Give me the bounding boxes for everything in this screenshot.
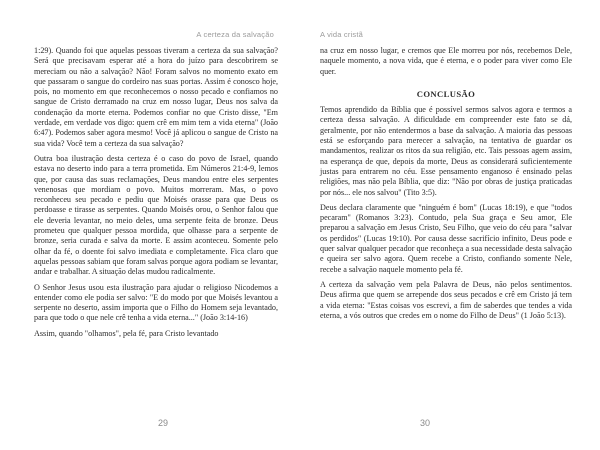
section-heading: CONCLUSÃO [416,88,476,99]
paragraph: na cruz em nosso lugar, e cremos que Ele morreu por nós, recebemos Dele, naquele momento, a nova vida, que é eterna, e o poder para viver como Ele quer. [320,46,572,76]
paragraph: Assim, quando "olhamos", pela fé, para Cristo levantado [34,328,219,338]
paragraph: O Senhor Jesus usou esta ilustração para ajudar o religioso Nicodemos a entender como ele podia ser salvo: "E do modo por que Moisés levantou a serpente no deserto, assim importa que o Filho do Homem seja levantado, para que todo o que nele crê tenha a vida eterna..." (João 3:14-16) [34,282,278,323]
paragraph: 1:29). Quando foi que aquelas pessoas tiveram a certeza da sua salvação? Será que precisavam esperar até a hora do juízo para descobrirem se mereciam ou não a salvação? Não! Foram salvos no momento exato em que passaram o sangue do cordeiro nas suas portas. Assim é conosco hoje, pois, no momento em que reconhecemos o nosso pecado e confiamos no sangue de Cristo derramado na cruz em nosso lugar, Deus nos salva da condenação da morte eterna. Podemos confiar no que Cristo disse, "Em verdade, em verdade vos digo: quem crê em mim tem a vida eterna" (João 6:47). Podemos saber agora mesmo! Você já aplicou o sangue de Cristo na sua vida? Você tem a certeza da sua salvação? [34,46,278,148]
paragraph: Temos aprendido da Bíblia que é possível sermos salvos agora e termos a certeza dessa salvação. A dificuldade em compreender este fato se dá, geralmente, por não entendermos a base da salvação. A maioria das pessoas está se esforçando para merecer a salvação, na tentativa de guardar os mandamentos, realizar os ritos da sua religião, etc. Tais pessoas agem assim, na esperança de que, depois da morte, Deus as considerará suficientemente justas para entrarem no céu. Esse pensamento enganoso é ensinado pelas religiões, mas não pela Bíblia, que diz: "Não por obras de justiça praticadas por nós... ele nos salvou" (Tito 3:5). [320,105,572,197]
right-page-number: 30 [420,418,431,428]
right-page [300,0,600,450]
paragraph: Outra boa ilustração desta certeza é o caso do povo de Israel, quando estava no deserto indo para a terra prometida. Em Números 21:4-9, lemos que, por causa das suas reclamações, Deus mandou entre eles serpentes venenosas que mordiam o povo. Muitos morreram. Mas, o povo reconheceu seu pecado e pediu que Moisés orasse para que Deus os perdoasse e tirasse as serpentes. Quando Moisés orou, o Senhor falou que ele deveria levantar, no meio deles, uma serpente feita de bronze. Deus prometeu que qualquer pessoa mordida, que olhasse para a serpente de bronze, seria curada e salva da morte. E assim aconteceu. Somente pelo olhar da fé, o doente foi salvo imediata e completamente. Fica claro que aquelas pessoas sabiam que foram salvas porque agora podiam se levantar, andar e trabalhar. A situação delas mudou radicalmente. [34,153,278,277]
left-page-body [34,46,278,344]
right-page-body [320,46,572,326]
paragraph: Deus declara claramente que "ninguém é bom" (Lucas 18:19), e que "todos pecaram" (Romanos 3:23). Contudo, pela Sua graça e Seu amor, Ele preparou a salvação em Jesus Cristo, Seu Filho, que veio do céu para "salvar os perdidos" (Lucas 19:10). Por causa desse sacrifício infinito, Deus pode e quer salvar qualquer pecador que reconheça a sua necessidade desta salvação e queira ser salvo agora. Quem recebe a Cristo, confiando somente Nele, recebe a salvação naquele momento pela fé. [320,202,572,274]
right-running-head: A vida cristã [320,30,364,39]
left-running-head: A certeza da salvação [196,30,274,39]
left-page-number: 29 [158,418,169,428]
paragraph: A certeza da salvação vem pela Palavra de Deus, não pelos sentimentos. Deus afirma que quem se arrepende dos seus pecados e crê em Cristo já tem a vida eterna: "Estas coisas vos escrevi, a fim de saberdes que tendes a vida eterna, a vós outros que credes em o nome do Filho de Deus" (1 João 5:13). [320,279,572,320]
